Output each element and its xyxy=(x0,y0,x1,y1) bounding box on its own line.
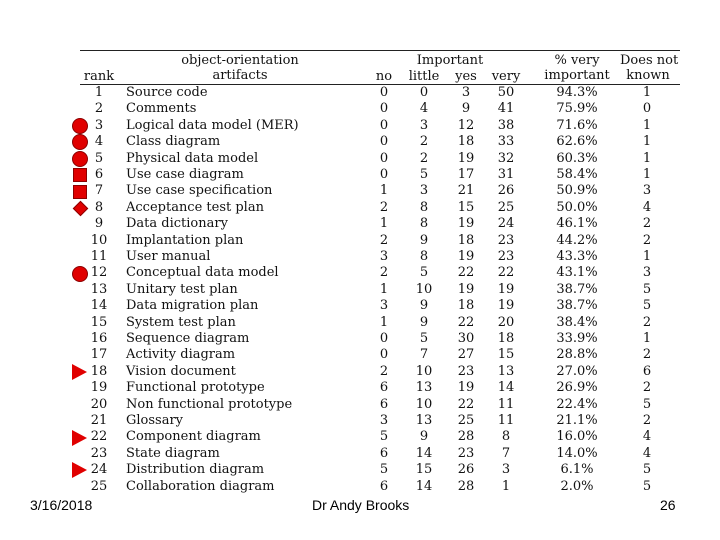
row-count-yes: 18 xyxy=(457,134,475,150)
row-pct-very-important: 6.1% xyxy=(560,462,594,478)
row-rank: 5 xyxy=(94,150,104,166)
row-count-very: 11 xyxy=(497,396,515,412)
row-count-little: 2 xyxy=(419,150,429,166)
table-row xyxy=(80,118,680,134)
row-count-does-not-know: 2 xyxy=(642,232,652,248)
table-row xyxy=(80,216,680,232)
row-pct-very-important: 27.0% xyxy=(556,363,598,379)
row-count-yes: 25 xyxy=(457,413,475,428)
row-count-no: 2 xyxy=(379,265,389,281)
row-artifact-name: Collaboration diagram xyxy=(126,478,275,494)
row-count-little: 4 xyxy=(419,101,429,117)
row-artifact-name: System test plan xyxy=(126,314,236,330)
row-count-little: 8 xyxy=(419,199,429,215)
row-count-little: 9 xyxy=(419,314,429,330)
table-row xyxy=(80,183,680,199)
row-count-no: 1 xyxy=(379,314,389,330)
red-triangle-marker-icon xyxy=(72,430,87,446)
table-row xyxy=(80,380,680,396)
header-no: no xyxy=(375,69,393,84)
row-count-does-not-know: 1 xyxy=(642,249,652,264)
row-pct-very-important: 28.8% xyxy=(556,347,598,363)
row-count-no: 1 xyxy=(379,281,389,297)
row-count-very: 7 xyxy=(501,445,511,461)
header-dnk-line1: Does not xyxy=(620,53,679,68)
header-artifacts-line2: artifacts xyxy=(212,68,268,83)
table-row xyxy=(80,347,680,363)
row-pct-very-important: 16.0% xyxy=(556,429,598,445)
header-very: very xyxy=(491,69,521,84)
row-pct-very-important: 50.0% xyxy=(556,199,598,215)
row-pct-very-important: 38.7% xyxy=(556,281,598,297)
row-artifact-name: Use case diagram xyxy=(126,167,244,182)
header-rank: rank xyxy=(83,69,115,84)
row-artifact-name: Logical data model (MER) xyxy=(126,117,299,133)
row-count-does-not-know: 5 xyxy=(642,462,652,478)
row-rank: 21 xyxy=(90,413,108,428)
row-count-no: 0 xyxy=(379,117,389,133)
row-pct-very-important: 38.4% xyxy=(556,314,598,330)
row-count-very: 3 xyxy=(501,462,511,478)
table-row xyxy=(80,151,680,167)
row-count-does-not-know: 6 xyxy=(642,363,652,379)
row-count-does-not-know: 5 xyxy=(642,298,652,314)
row-artifact-name: Glossary xyxy=(126,413,184,428)
row-rank: 3 xyxy=(94,117,104,133)
row-count-little: 5 xyxy=(419,331,429,346)
table-row xyxy=(80,364,680,380)
row-count-no: 6 xyxy=(379,396,389,412)
row-count-very: 1 xyxy=(501,478,511,494)
row-count-yes: 26 xyxy=(457,462,475,478)
row-count-very: 15 xyxy=(497,347,515,363)
table-row xyxy=(80,462,680,478)
row-artifact-name: Sequence diagram xyxy=(126,331,250,346)
row-count-little: 5 xyxy=(419,265,429,281)
row-pct-very-important: 21.1% xyxy=(556,413,598,428)
row-artifact-name: Class diagram xyxy=(126,134,221,150)
row-count-little: 10 xyxy=(415,281,433,297)
table-row xyxy=(80,249,680,265)
row-count-very: 19 xyxy=(497,298,515,314)
table-top-rule xyxy=(80,50,680,51)
row-count-little: 9 xyxy=(419,232,429,248)
row-count-no: 1 xyxy=(379,183,389,199)
row-count-yes: 28 xyxy=(457,429,475,445)
row-pct-very-important: 33.9% xyxy=(556,331,598,346)
row-count-very: 8 xyxy=(501,429,511,445)
red-square-marker-icon xyxy=(73,168,87,182)
row-count-yes: 22 xyxy=(457,396,475,412)
row-count-yes: 18 xyxy=(457,232,475,248)
row-artifact-name: Use case specification xyxy=(126,183,273,199)
table-row xyxy=(80,413,680,429)
row-count-little: 14 xyxy=(415,478,433,494)
row-count-no: 0 xyxy=(379,101,389,117)
row-count-does-not-know: 4 xyxy=(642,199,652,215)
row-artifact-name: Physical data model xyxy=(126,150,259,166)
row-pct-very-important: 46.1% xyxy=(556,216,598,232)
row-count-does-not-know: 2 xyxy=(642,413,652,428)
row-count-little: 10 xyxy=(415,396,433,412)
row-count-very: 26 xyxy=(497,183,515,199)
row-rank: 15 xyxy=(90,314,108,330)
row-count-no: 1 xyxy=(379,216,389,232)
row-count-yes: 27 xyxy=(457,347,475,363)
table-row xyxy=(80,446,680,462)
row-rank: 6 xyxy=(94,167,104,182)
row-artifact-name: Comments xyxy=(126,101,197,117)
row-pct-very-important: 75.9% xyxy=(556,101,598,117)
row-artifact-name: Distribution diagram xyxy=(126,462,265,478)
header-yes: yes xyxy=(455,69,477,84)
table-row xyxy=(80,134,680,150)
row-count-little: 15 xyxy=(415,462,433,478)
red-circle-marker-icon xyxy=(72,151,88,167)
row-rank: 7 xyxy=(94,183,104,199)
row-count-yes: 22 xyxy=(457,314,475,330)
row-count-does-not-know: 2 xyxy=(642,216,652,232)
row-count-little: 9 xyxy=(419,429,429,445)
table-row xyxy=(80,167,680,183)
red-triangle-marker-icon xyxy=(72,462,87,478)
slide-date: 3/16/2018 xyxy=(30,497,93,513)
row-count-very: 32 xyxy=(497,150,515,166)
row-count-very: 23 xyxy=(497,232,515,248)
row-count-no: 2 xyxy=(379,199,389,215)
row-count-very: 14 xyxy=(497,380,515,396)
row-artifact-name: Conceptual data model xyxy=(126,265,279,281)
row-count-does-not-know: 5 xyxy=(642,281,652,297)
row-count-no: 0 xyxy=(379,167,389,182)
row-rank: 4 xyxy=(94,134,104,150)
row-count-very: 33 xyxy=(497,134,515,150)
row-rank: 18 xyxy=(90,363,108,379)
row-count-does-not-know: 1 xyxy=(642,117,652,133)
row-pct-very-important: 71.6% xyxy=(556,117,598,133)
row-count-no: 5 xyxy=(379,429,389,445)
table-row xyxy=(80,200,680,216)
row-count-very: 24 xyxy=(497,216,515,232)
row-count-no: 6 xyxy=(379,380,389,396)
row-artifact-name: Source code xyxy=(126,85,208,100)
row-rank: 16 xyxy=(90,331,108,346)
row-count-does-not-know: 4 xyxy=(642,445,652,461)
header-artifacts-line1: object-orientation xyxy=(181,53,299,68)
row-count-very: 23 xyxy=(497,249,515,264)
row-count-very: 18 xyxy=(497,331,515,346)
row-count-no: 0 xyxy=(379,85,389,100)
row-count-no: 2 xyxy=(379,232,389,248)
row-artifact-name: Activity diagram xyxy=(126,347,236,363)
row-count-very: 25 xyxy=(497,199,515,215)
row-count-no: 5 xyxy=(379,462,389,478)
row-count-very: 50 xyxy=(497,85,515,100)
row-count-yes: 30 xyxy=(457,331,475,346)
row-count-does-not-know: 1 xyxy=(642,150,652,166)
row-pct-very-important: 60.3% xyxy=(556,150,598,166)
row-count-no: 3 xyxy=(379,249,389,264)
row-rank: 9 xyxy=(94,216,104,232)
row-count-little: 2 xyxy=(419,134,429,150)
row-count-no: 0 xyxy=(379,331,389,346)
row-count-no: 6 xyxy=(379,445,389,461)
row-rank: 19 xyxy=(90,380,108,396)
row-pct-very-important: 50.9% xyxy=(556,183,598,199)
row-rank: 10 xyxy=(90,232,108,248)
row-count-does-not-know: 2 xyxy=(642,380,652,396)
row-count-very: 20 xyxy=(497,314,515,330)
row-count-does-not-know: 5 xyxy=(642,478,652,494)
row-pct-very-important: 38.7% xyxy=(556,298,598,314)
row-count-no: 3 xyxy=(379,413,389,428)
row-rank: 13 xyxy=(90,281,108,297)
table-row xyxy=(80,331,680,347)
row-count-does-not-know: 3 xyxy=(642,183,652,199)
row-rank: 14 xyxy=(90,298,108,314)
row-count-little: 3 xyxy=(419,117,429,133)
row-count-yes: 23 xyxy=(457,363,475,379)
red-triangle-marker-icon xyxy=(72,364,87,380)
row-count-little: 10 xyxy=(415,363,433,379)
row-rank: 8 xyxy=(94,199,104,215)
row-count-very: 31 xyxy=(497,167,515,182)
row-count-yes: 19 xyxy=(457,281,475,297)
row-rank: 1 xyxy=(94,85,104,100)
row-pct-very-important: 62.6% xyxy=(556,134,598,150)
row-rank: 22 xyxy=(90,429,108,445)
slide-author: Dr Andy Brooks xyxy=(312,497,410,513)
row-rank: 23 xyxy=(90,445,108,461)
row-count-very: 41 xyxy=(497,101,515,117)
row-count-no: 0 xyxy=(379,134,389,150)
row-pct-very-important: 44.2% xyxy=(556,232,598,248)
row-count-little: 13 xyxy=(415,380,433,396)
row-count-does-not-know: 1 xyxy=(642,85,652,100)
row-pct-very-important: 14.0% xyxy=(556,445,598,461)
row-rank: 17 xyxy=(90,347,108,363)
table-row xyxy=(80,101,680,117)
header-little: little xyxy=(408,69,440,84)
row-count-does-not-know: 1 xyxy=(642,331,652,346)
table-row xyxy=(80,429,680,445)
row-count-no: 2 xyxy=(379,363,389,379)
row-rank: 24 xyxy=(90,462,108,478)
row-artifact-name: Functional prototype xyxy=(126,380,265,396)
row-artifact-name: Data migration plan xyxy=(126,298,259,314)
table-row xyxy=(80,282,680,298)
row-artifact-name: Non functional prototype xyxy=(126,396,293,412)
row-pct-very-important: 94.3% xyxy=(556,85,598,100)
row-pct-very-important: 43.3% xyxy=(556,249,598,264)
row-pct-very-important: 2.0% xyxy=(560,478,594,494)
table-row xyxy=(80,233,680,249)
row-count-yes: 19 xyxy=(457,380,475,396)
red-circle-marker-icon xyxy=(72,118,88,134)
row-count-yes: 3 xyxy=(461,85,471,100)
row-artifact-name: User manual xyxy=(126,249,211,264)
row-count-does-not-know: 0 xyxy=(642,101,652,117)
table-row xyxy=(80,265,680,281)
row-count-yes: 23 xyxy=(457,445,475,461)
red-circle-marker-icon xyxy=(72,266,88,282)
row-count-does-not-know: 4 xyxy=(642,429,652,445)
row-rank: 11 xyxy=(90,249,108,264)
row-count-yes: 9 xyxy=(461,101,471,117)
row-count-does-not-know: 2 xyxy=(642,314,652,330)
row-count-very: 11 xyxy=(497,413,515,428)
table-row xyxy=(80,298,680,314)
row-count-little: 5 xyxy=(419,167,429,182)
row-count-little: 9 xyxy=(419,298,429,314)
header-important: Important xyxy=(416,53,484,68)
row-count-little: 14 xyxy=(415,445,433,461)
row-count-no: 0 xyxy=(379,150,389,166)
row-count-yes: 19 xyxy=(457,216,475,232)
row-count-very: 19 xyxy=(497,281,515,297)
row-count-does-not-know: 3 xyxy=(642,265,652,281)
header-pct-line1: % very xyxy=(554,53,600,68)
row-rank: 2 xyxy=(94,101,104,117)
row-count-little: 8 xyxy=(419,216,429,232)
row-count-yes: 12 xyxy=(457,117,475,133)
row-artifact-name: Unitary test plan xyxy=(126,281,238,297)
row-count-yes: 28 xyxy=(457,478,475,494)
row-count-little: 8 xyxy=(419,249,429,264)
row-count-no: 3 xyxy=(379,298,389,314)
row-count-yes: 21 xyxy=(457,183,475,199)
row-count-little: 3 xyxy=(419,183,429,199)
row-count-yes: 15 xyxy=(457,199,475,215)
row-count-little: 0 xyxy=(419,85,429,100)
row-count-very: 22 xyxy=(497,265,515,281)
row-count-does-not-know: 1 xyxy=(642,134,652,150)
row-artifact-name: Implantation plan xyxy=(126,232,244,248)
row-count-very: 38 xyxy=(497,117,515,133)
row-count-little: 13 xyxy=(415,413,433,428)
header-dnk-line2: known xyxy=(626,68,670,83)
table-row xyxy=(80,315,680,331)
row-count-does-not-know: 5 xyxy=(642,396,652,412)
row-pct-very-important: 26.9% xyxy=(556,380,598,396)
table-row xyxy=(80,479,680,495)
header-pct-line2: important xyxy=(544,68,610,83)
row-rank: 25 xyxy=(90,478,108,494)
row-count-very: 13 xyxy=(497,363,515,379)
row-pct-very-important: 43.1% xyxy=(556,265,598,281)
row-artifact-name: State diagram xyxy=(126,445,220,461)
row-count-yes: 19 xyxy=(457,150,475,166)
row-artifact-name: Component diagram xyxy=(126,429,261,445)
row-count-little: 7 xyxy=(419,347,429,363)
slide-page-number: 26 xyxy=(660,497,676,513)
row-count-no: 0 xyxy=(379,347,389,363)
row-rank: 12 xyxy=(90,265,108,281)
row-count-yes: 18 xyxy=(457,298,475,314)
row-rank: 20 xyxy=(90,396,108,412)
row-pct-very-important: 22.4% xyxy=(556,396,598,412)
table-row xyxy=(80,397,680,413)
row-count-does-not-know: 2 xyxy=(642,347,652,363)
row-pct-very-important: 58.4% xyxy=(556,167,598,182)
row-count-no: 6 xyxy=(379,478,389,494)
row-artifact-name: Data dictionary xyxy=(126,216,228,232)
row-count-yes: 22 xyxy=(457,265,475,281)
row-artifact-name: Vision document xyxy=(126,363,236,379)
row-artifact-name: Acceptance test plan xyxy=(126,199,264,215)
row-count-yes: 17 xyxy=(457,167,475,182)
table-row xyxy=(80,85,680,101)
red-square-marker-icon xyxy=(73,185,87,199)
row-count-yes: 19 xyxy=(457,249,475,264)
row-count-does-not-know: 1 xyxy=(642,167,652,182)
